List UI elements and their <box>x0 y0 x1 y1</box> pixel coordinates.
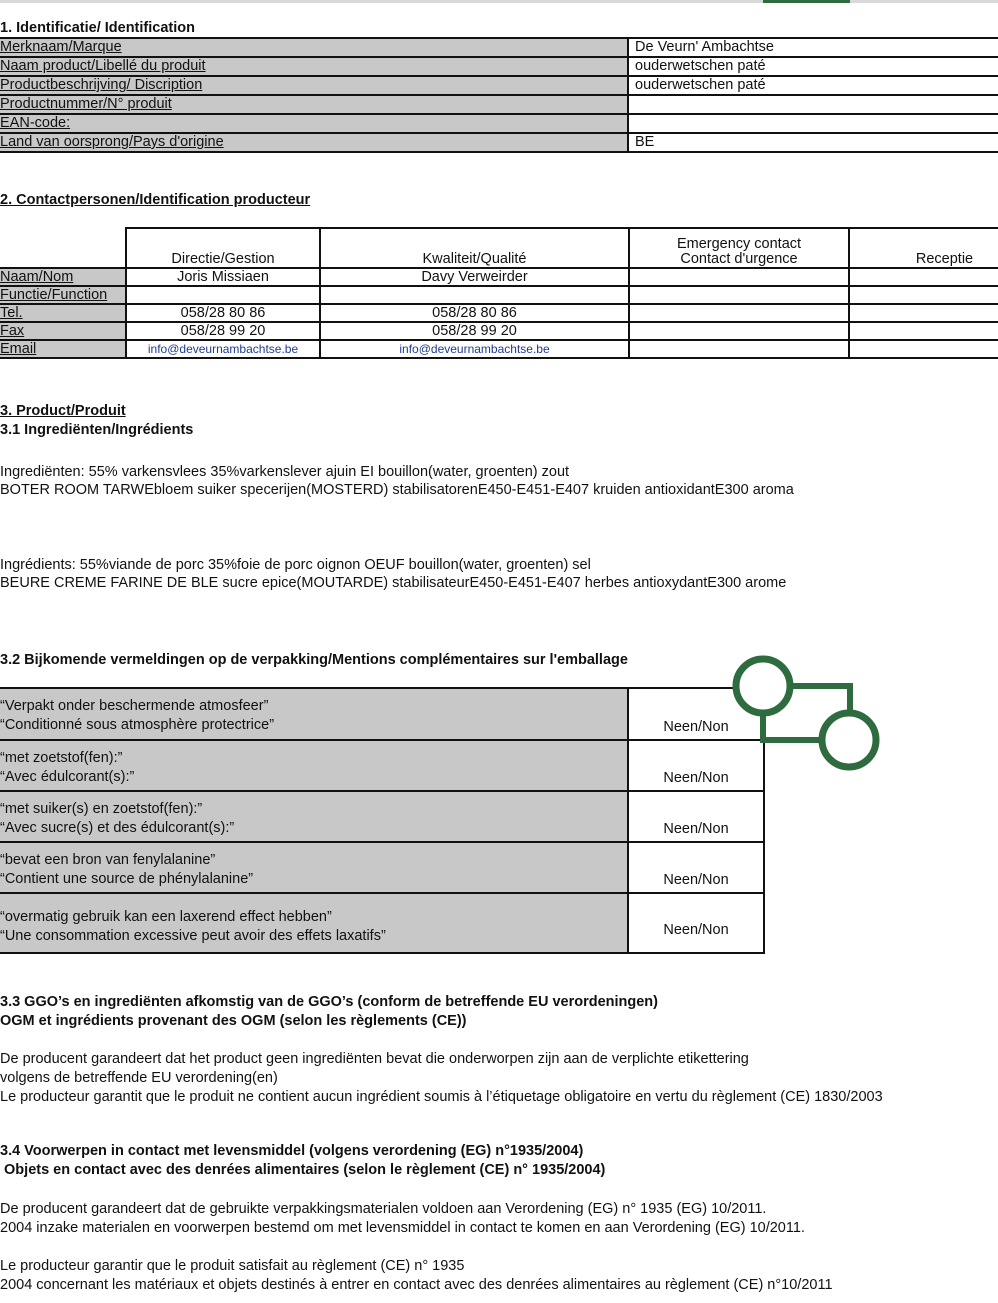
ingredients-nl-line1: Ingrediënten: 55% varkensvlees 35%varkenslever ajuin EI bouillon(water, groenten) zout <box>0 464 570 480</box>
table-cell: 058/28 80 86 <box>126 304 320 322</box>
table-cell <box>849 322 998 340</box>
table-cell <box>629 268 849 286</box>
row-label: Naam/Nom <box>0 268 126 286</box>
table-cell: 058/28 99 20 <box>126 322 320 340</box>
contact-materials-line4: 2004 concernant les matériaux et objets destinés à entrer en contact avec des denrées alimentaires au règlement (CE) n°10/2011 <box>0 1277 833 1293</box>
mentions-table <box>0 687 765 954</box>
subsection-3-2-title: 3.2 Bijkomende vermeldingen op de verpakking/Mentions complémentaires sur l'emballage <box>0 652 628 668</box>
email-link[interactable]: info@deveurnambachtse.be <box>320 340 629 358</box>
table-cell <box>849 304 998 322</box>
mention-text <box>0 688 628 740</box>
row-label: Merknaam/Marque <box>0 38 628 57</box>
row-label: EAN-code: <box>0 114 628 133</box>
mention-fr: “Contient une source de phénylalanine” <box>0 871 254 887</box>
table-header-row <box>0 228 998 268</box>
row-value: ouderwetschen paté <box>628 76 998 95</box>
section2-title: 2. Contactpersonen/Identification producteur <box>0 192 311 208</box>
table-row <box>0 893 764 953</box>
table-cell <box>629 304 849 322</box>
table-row <box>0 842 764 893</box>
row-label: Functie/Function <box>0 286 126 304</box>
table-cell: 058/28 80 86 <box>320 304 629 322</box>
mention-answer: Neen/Non <box>628 688 764 740</box>
subsection-3-1-title: 3.1 Ingrediënten/Ingrédients <box>0 422 194 438</box>
identification-table <box>0 37 998 153</box>
mention-nl: “overmatig gebruik kan een laxerend effect hebben” <box>0 909 332 925</box>
contact-materials-line3: Le producteur garantir que le produit satisfait au règlement (CE) n° 1935 <box>0 1258 465 1274</box>
table-row <box>0 57 998 76</box>
mention-text <box>0 791 628 842</box>
row-label: Tel. <box>0 304 126 322</box>
green-linked-circles-logo-icon <box>726 652 886 777</box>
row-label: Naam product/Libellé du produit <box>0 57 628 76</box>
table-cell <box>849 286 998 304</box>
subsection-3-4-title-fr: Objets en contact avec des denrées alimentaires (selon le règlement (CE) n° 1935/2004) <box>0 1162 606 1178</box>
table-cell <box>126 286 320 304</box>
table-row <box>0 791 764 842</box>
table-row <box>0 95 998 114</box>
column-header: Emergency contact Contact d'urgence <box>629 228 849 268</box>
mention-answer: Neen/Non <box>628 842 764 893</box>
mention-nl: “met suiker(s) en zoetstof(fen):” <box>0 801 203 817</box>
table-row <box>0 268 998 286</box>
row-value: De Veurn' Ambachtse <box>628 38 998 57</box>
table-row <box>0 340 998 358</box>
gmo-paragraph-line1: De producent garandeert dat het product geen ingrediënten bevat die onderworpen zijn aan de verplichte etikettering <box>0 1051 749 1067</box>
subsection-3-4-title-nl: 3.4 Voorwerpen in contact met levensmiddel (volgens verordening (EG) n°1935/2004) <box>0 1143 584 1159</box>
row-value <box>628 95 998 114</box>
mention-fr: “Avec édulcorant(s):” <box>0 769 135 785</box>
contact-materials-line1: De producent garandeert dat de gebruikte verpakkingsmaterialen voldoen aan Verordening (EG) n° 1935 (EG) 10/2011. <box>0 1201 767 1217</box>
table-row <box>0 740 764 791</box>
column-header: Kwaliteit/Qualité <box>320 228 629 268</box>
mention-nl: “Verpakt onder beschermende atmosfeer” <box>0 698 269 714</box>
table-cell <box>849 340 998 358</box>
row-label: Productnummer/N° produit <box>0 95 628 114</box>
mention-text <box>0 842 628 893</box>
mention-nl: “bevat een bron van fenylalanine” <box>0 852 216 868</box>
row-label: Fax <box>0 322 126 340</box>
table-row <box>0 304 998 322</box>
column-header: Directie/Gestion <box>126 228 320 268</box>
mention-answer: Neen/Non <box>628 791 764 842</box>
table-cell: Davy Verweirder <box>320 268 629 286</box>
gmo-paragraph-line2: volgens de betreffende EU verordening(en) <box>0 1070 278 1086</box>
table-cell <box>629 340 849 358</box>
mention-fr: “Conditionné sous atmosphère protectrice” <box>0 717 275 733</box>
subsection-3-3-title-fr: OGM et ingrédients provenant des OGM (selon les règlements (CE)) <box>0 1013 467 1029</box>
table-cell <box>629 322 849 340</box>
contacts-table <box>0 227 998 359</box>
contact-materials-line2: 2004 inzake materialen en voorwerpen bestemd om met levensmiddel in contact te komen en aan Verordening (EG) 10/2011. <box>0 1220 805 1236</box>
mention-answer: Neen/Non <box>628 893 764 953</box>
table-row <box>0 38 998 57</box>
section1-title: 1. Identificatie/ Identification <box>0 20 195 36</box>
table-cell <box>849 268 998 286</box>
header-corner <box>0 228 126 268</box>
row-value: BE <box>628 133 998 152</box>
row-label: Land van oorsprong/Pays d'origine <box>0 133 628 152</box>
mention-fr: “Une consommation excessive peut avoir des effets laxatifs” <box>0 928 386 944</box>
table-cell <box>320 286 629 304</box>
mention-nl: “met zoetstof(fen):” <box>0 750 123 766</box>
mention-fr: “Avec sucre(s) et des édulcorant(s):” <box>0 820 235 836</box>
gmo-paragraph-line3: Le producteur garantit que le produit ne contient aucun ingrédient soumis à l’étiquetage obligatoire en vertu du règlement (CE) 1830/2003 <box>0 1089 883 1105</box>
table-row <box>0 76 998 95</box>
row-value: ouderwetschen paté <box>628 57 998 76</box>
top-accent-bar <box>763 0 850 3</box>
table-row <box>0 114 998 133</box>
column-header: Receptie <box>849 228 998 268</box>
table-cell: Joris Missiaen <box>126 268 320 286</box>
table-cell: 058/28 99 20 <box>320 322 629 340</box>
mention-text <box>0 740 628 791</box>
table-row <box>0 322 998 340</box>
row-label: Productbeschrijving/ Discription <box>0 76 628 95</box>
row-value <box>628 114 998 133</box>
table-row <box>0 688 764 740</box>
table-cell <box>629 286 849 304</box>
section3-title: 3. Product/Produit <box>0 403 126 419</box>
ingredients-fr-line2: BEURE CREME FARINE DE BLE sucre epice(MOUTARDE) stabilisateurE450-E451-E407 herbes antioxydantE300 arome <box>0 575 787 591</box>
mention-answer: Neen/Non <box>628 740 764 791</box>
row-label: Email <box>0 340 126 358</box>
ingredients-fr-line1: Ingrédients: 55%viande de porc 35%foie de porc oignon OEUF bouillon(water, groenten) sel <box>0 557 591 573</box>
table-row <box>0 133 998 152</box>
subsection-3-3-title-nl: 3.3 GGO’s en ingrediënten afkomstig van de GGO’s (conform de betreffende EU verordeningen) <box>0 994 658 1010</box>
table-row <box>0 286 998 304</box>
email-link[interactable]: info@deveurnambachtse.be <box>126 340 320 358</box>
ingredients-nl-line2: BOTER ROOM TARWEbloem suiker specerijen(MOSTERD) stabilisatorenE450-E451-E407 kruiden antioxidantE300 aroma <box>0 482 794 498</box>
mention-text <box>0 893 628 953</box>
